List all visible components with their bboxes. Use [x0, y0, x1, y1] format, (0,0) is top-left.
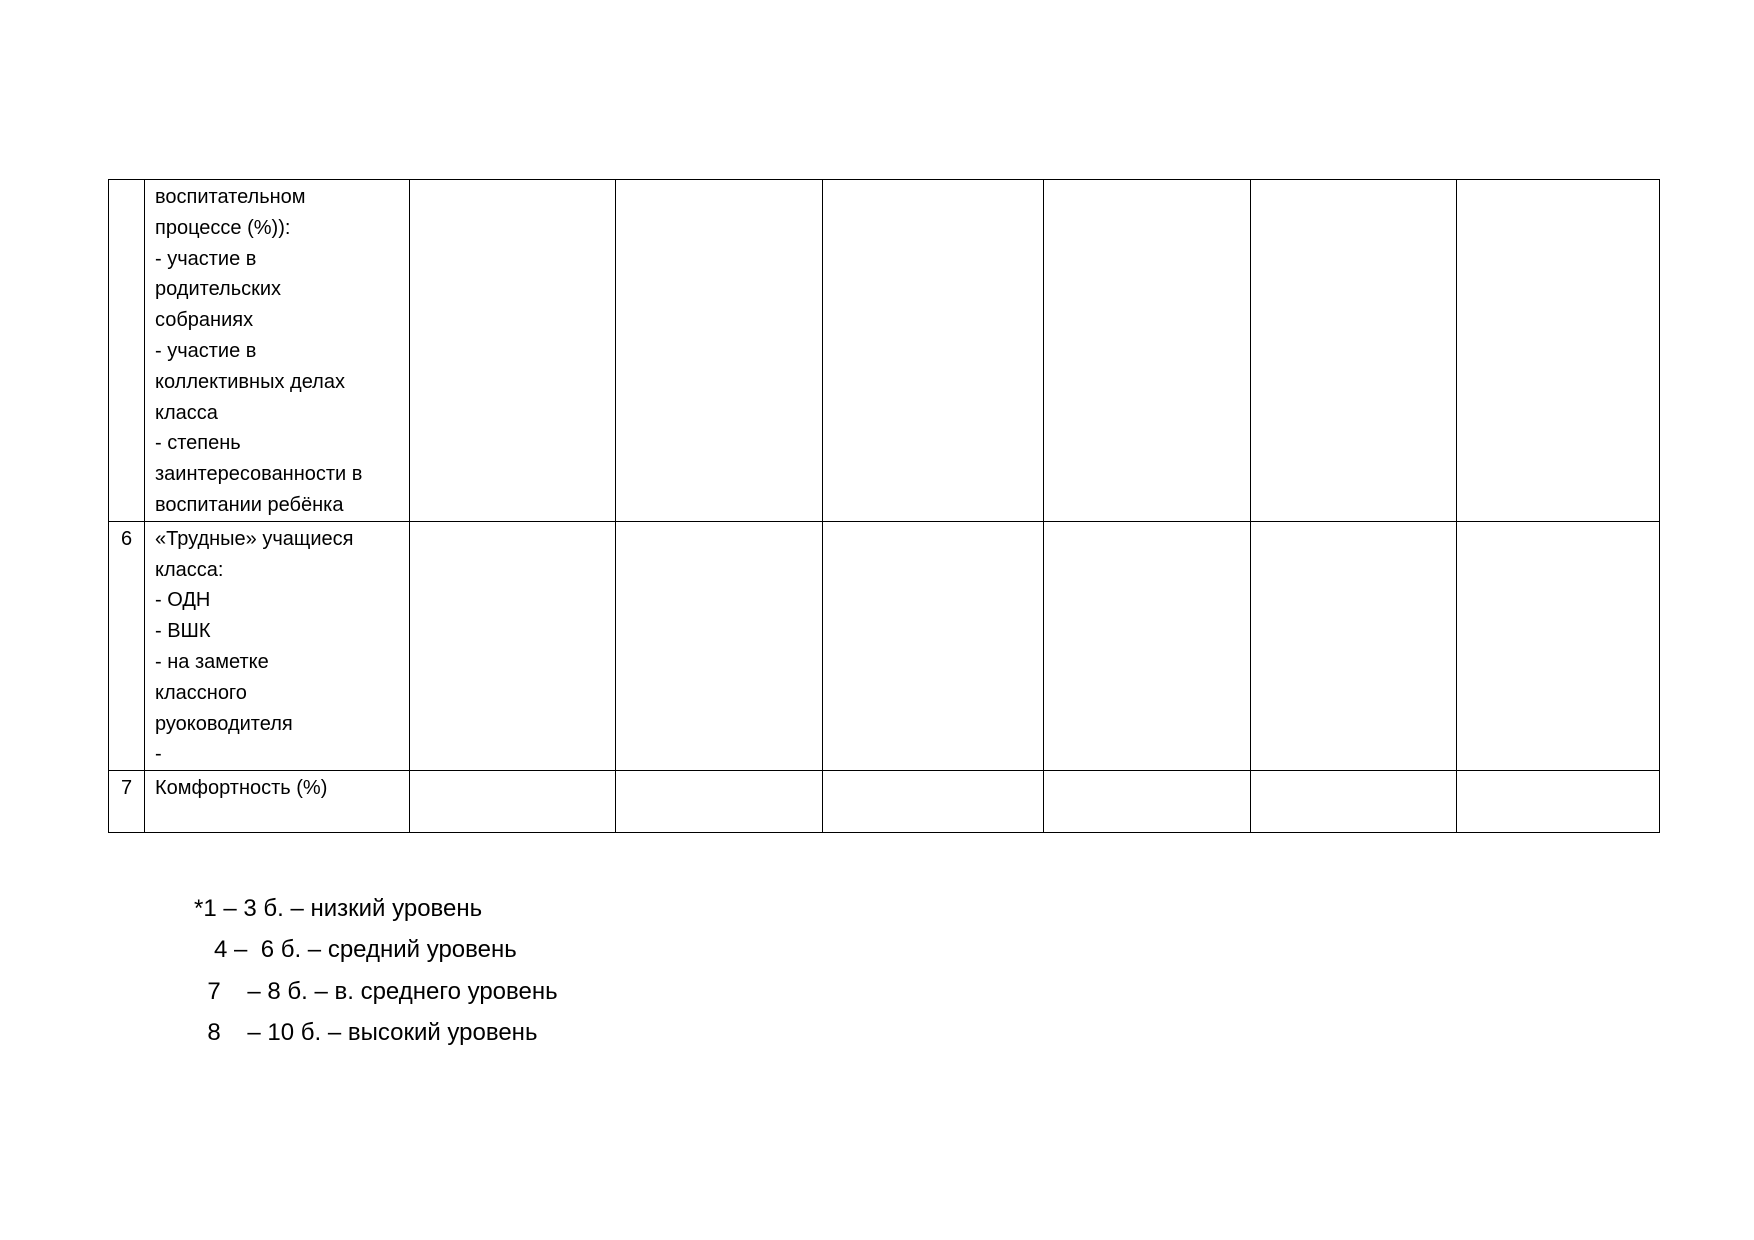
empty-cell — [616, 521, 823, 770]
criterion-line: классного — [155, 681, 247, 704]
table-row — [109, 521, 1660, 770]
criterion-line: - участие в — [155, 247, 257, 270]
criterion-line: руоководителя — [155, 712, 293, 735]
criterion-line: Комфортность (%) — [155, 777, 328, 800]
criterion-cell — [145, 771, 410, 833]
empty-cell — [616, 180, 823, 522]
empty-cell — [616, 771, 823, 833]
criterion-cell — [145, 180, 410, 522]
criterion-line: процессе (%)): — [155, 216, 291, 239]
criterion-line: воспитании ребёнка — [155, 493, 344, 516]
legend-line: *1 – 3 б. – низкий уровень — [194, 895, 483, 922]
empty-cell — [1251, 771, 1457, 833]
assessment-table — [108, 179, 1660, 833]
criterion-line: - ВШК — [155, 620, 211, 643]
criterion-line: собраниях — [155, 309, 254, 332]
criterion-line: воспитательном — [155, 186, 306, 208]
criterion-line: «Трудные» учащиеся — [155, 527, 354, 550]
legend-line: 8 – 10 б. – высокий уровень — [194, 1018, 538, 1046]
table-row — [109, 180, 1660, 522]
row-number-cell — [109, 180, 145, 522]
empty-cell — [410, 521, 616, 770]
scoring-legend — [194, 888, 558, 1053]
criterion-line: - участие в — [155, 339, 257, 362]
empty-cell — [823, 180, 1044, 522]
empty-cell — [1044, 180, 1251, 522]
empty-cell — [823, 771, 1044, 833]
empty-cell — [1044, 771, 1251, 833]
row-number-cell: 6 — [109, 521, 145, 770]
criterion-line: класса — [155, 401, 218, 424]
legend-line: 7 – 8 б. – в. среднего уровень — [194, 977, 558, 1005]
empty-cell — [1044, 521, 1251, 770]
criterion-line: - на заметке — [155, 650, 269, 673]
table-row — [109, 771, 1660, 833]
empty-cell — [1251, 180, 1457, 522]
criterion-line: заинтересованности в — [155, 463, 363, 486]
empty-cell — [1457, 771, 1660, 833]
empty-cell — [823, 521, 1044, 770]
empty-cell — [410, 771, 616, 833]
criterion-line: - — [155, 743, 162, 766]
legend-line: 4 – 6 б. – средний уровень — [194, 936, 517, 964]
criterion-cell — [145, 521, 410, 770]
criterion-line: коллективных делах — [155, 370, 345, 393]
empty-cell — [410, 180, 616, 522]
empty-cell — [1251, 521, 1457, 770]
criterion-line: класса: — [155, 558, 224, 581]
criterion-line: - степень — [155, 432, 241, 455]
criterion-line: - ОДН — [155, 589, 211, 612]
empty-cell — [1457, 180, 1660, 522]
criterion-line: родительских — [155, 278, 282, 301]
row-number-cell: 7 — [109, 771, 145, 833]
empty-cell — [1457, 521, 1660, 770]
